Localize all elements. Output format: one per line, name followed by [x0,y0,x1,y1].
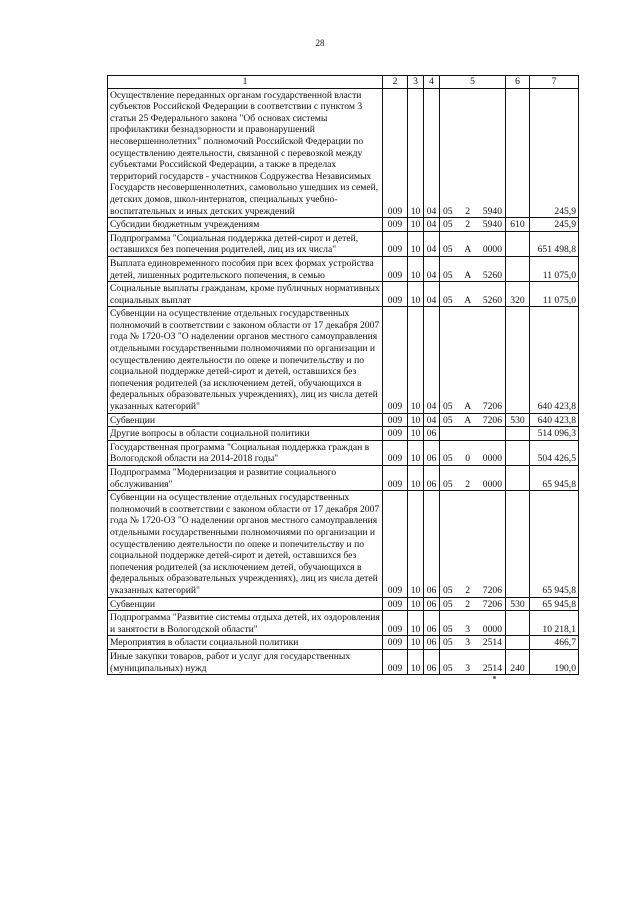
grbs-code: 009 [383,218,408,232]
row-name: Мероприятия в области социальной политики [108,636,383,650]
target-article-code [440,231,506,256]
section-code: 10 [408,282,424,307]
scan-artifact [493,676,496,679]
csr-subprogram: 3 [465,637,471,649]
target-article-parts [442,206,503,218]
expense-type-code [506,427,530,441]
csr-subprogram: А [464,401,472,413]
csr-subprogram: А [464,294,472,306]
expense-type-code: 320 [506,282,530,307]
table-row [108,307,579,413]
header-cell: 2 [383,76,408,89]
csr-direction: 2514 [482,662,502,674]
expense-type-code: 530 [506,413,530,427]
section-code: 10 [408,218,424,232]
csr-subprogram: 3 [465,662,471,674]
target-article-parts [442,295,503,307]
section-code: 10 [408,307,424,413]
csr-program: 05 [443,294,453,306]
target-article-parts [442,599,503,611]
amount: 640 423,8 [530,307,579,413]
grbs-code: 009 [383,611,408,636]
table-row [108,231,579,256]
csr-direction: 5940 [482,219,502,231]
row-name: Социальные выплаты гражданам, кроме публичных нормативных социальных выплат [108,282,383,307]
grbs-code: 009 [383,88,408,218]
target-article-parts [442,415,503,427]
target-article-parts [442,479,503,491]
target-article-parts [442,663,503,675]
subsection-code: 06 [424,636,440,650]
row-name: Подпрограмма "Модернизация и развитие социального обслуживания" [108,466,383,491]
target-article-code [440,427,506,441]
table-row [108,88,579,218]
section-code: 10 [408,427,424,441]
row-name: Государственная программа "Социальная поддержка граждан в Вологодской области на 2014-2018 годы" [108,440,383,465]
grbs-code: 009 [383,413,408,427]
section-code: 10 [408,256,424,281]
grbs-code: 009 [383,636,408,650]
section-code: 10 [408,466,424,491]
amount: 65 945,8 [530,491,579,597]
csr-subprogram: А [464,414,472,426]
section-code: 10 [408,491,424,597]
header-cell: 3 [408,76,424,89]
expense-type-code [506,231,530,256]
expense-type-code [506,491,530,597]
target-article-code [440,307,506,413]
target-article-parts [442,219,503,231]
row-name: Выплата единовременного пособия при всех формах устройства детей, лишенных родительского попечения, в семью [108,256,383,281]
subsection-code: 04 [424,88,440,218]
target-article-code [440,636,506,650]
grbs-code: 009 [383,282,408,307]
subsection-code: 04 [424,307,440,413]
csr-program: 05 [443,623,453,635]
grbs-code: 009 [383,649,408,674]
subsection-code: 06 [424,597,440,611]
target-article-code [440,413,506,427]
row-name: Субвенции [108,413,383,427]
csr-direction: 0000 [482,623,502,635]
header-row [108,76,579,89]
table-row [108,649,579,674]
table-row [108,282,579,307]
target-article-parts [442,270,503,282]
csr-program: 05 [443,453,453,465]
expense-type-code [506,611,530,636]
table-row [108,218,579,232]
target-article-parts [442,624,503,636]
section-code: 10 [408,88,424,218]
target-article-code [440,649,506,674]
subsection-code: 06 [424,440,440,465]
table-row [108,611,579,636]
budget-table-body [108,76,579,675]
target-article-code [440,597,506,611]
expense-type-code: 530 [506,597,530,611]
page-number: 28 [315,38,325,48]
expense-type-code [506,256,530,281]
grbs-code: 009 [383,440,408,465]
amount: 651 498,8 [530,231,579,256]
csr-direction: 7206 [482,414,502,426]
header-cell: 6 [506,76,530,89]
grbs-code: 009 [383,256,408,281]
subsection-code: 04 [424,413,440,427]
table-row [108,466,579,491]
csr-program: 05 [443,219,453,231]
row-name: Иные закупки товаров, работ и услуг для государственных (муниципальных) нужд [108,649,383,674]
subsection-code: 06 [424,427,440,441]
subsection-code: 06 [424,649,440,674]
section-code: 10 [408,413,424,427]
csr-subprogram: 2 [465,219,471,231]
header-cell: 1 [108,76,383,89]
expense-type-code [506,636,530,650]
csr-subprogram: А [464,269,472,281]
section-code: 10 [408,611,424,636]
target-article-code [440,256,506,281]
target-article-parts [442,453,503,465]
grbs-code: 009 [383,427,408,441]
csr-direction: 5260 [482,294,502,306]
amount: 245,9 [530,88,579,218]
amount: 11 075,0 [530,256,579,281]
target-article-code [440,611,506,636]
row-name: Другие вопросы в области социальной политики [108,427,383,441]
row-name: Осуществление переданных органам государственной власти субъектов Российской Федерации в соответствии с пунктом 3 статьи 25 Федерального закона "Об основах системы профилактики безнадзорности и правонарушений несовершеннолетних" полномочий Российской Федерации по осуществлению деятельности, связанной с перевозкой между субъектами Российской Федерации, а также в пределах территорий государств - участников Содружества Независимых Государств несовершеннолетних, самовольно ушедших из семей, детских домов, школ-интернатов, специальных учебно-воспитательных и иных детских учреждений [108,88,383,218]
table-row [108,256,579,281]
csr-program: 05 [443,637,453,649]
section-code: 10 [408,597,424,611]
target-article-code [440,218,506,232]
target-article-parts [442,637,503,649]
csr-subprogram: 3 [465,623,471,635]
target-article-parts [442,401,503,413]
table-row [108,636,579,650]
csr-direction: 0000 [482,478,502,490]
budget-table [107,75,579,675]
table-row [108,413,579,427]
amount: 466,7 [530,636,579,650]
csr-program: 05 [443,401,453,413]
csr-subprogram: 0 [465,453,471,465]
amount: 640 423,8 [530,413,579,427]
amount: 504 426,5 [530,440,579,465]
subsection-code: 04 [424,218,440,232]
csr-program: 05 [443,584,453,596]
amount: 190,0 [530,649,579,674]
target-article-code [440,88,506,218]
target-article-code [440,440,506,465]
header-cell: 5 [440,76,506,89]
expense-type-code: 240 [506,649,530,674]
csr-direction: 7206 [482,584,502,596]
grbs-code: 009 [383,466,408,491]
expense-type-code [506,466,530,491]
csr-direction: 7206 [482,598,502,610]
expense-type-code [506,88,530,218]
section-code: 10 [408,636,424,650]
row-name: Подпрограмма "Развитие системы отдыха детей, их оздоровления и занятости в Вологодской области" [108,611,383,636]
csr-direction: 5260 [482,269,502,281]
table-row [108,440,579,465]
grbs-code: 009 [383,491,408,597]
table-row [108,597,579,611]
csr-direction: 0000 [482,453,502,465]
expense-type-code [506,307,530,413]
amount: 11 075,0 [530,282,579,307]
csr-program: 05 [443,205,453,217]
table-row [108,491,579,597]
subsection-code: 06 [424,491,440,597]
target-article-parts [442,585,503,597]
csr-program: 05 [443,598,453,610]
target-article-code [440,491,506,597]
header-cell: 7 [530,76,579,89]
csr-program: 05 [443,662,453,674]
section-code: 10 [408,440,424,465]
target-article-code [440,466,506,491]
section-code: 10 [408,649,424,674]
row-name: Субвенции на осуществление отдельных государственных полномочий в соответствии с законом области от 17 декабря 2007 года № 1720-ОЗ "О наделении органов местного самоуправления отдельными государственными полномочиями по организации и осуществлению деятельности по опеке и попечительству и по социальной поддержке детей-сирот и детей, оставшихся без попечения родителей (за исключением детей, обучающихся в федеральных образовательных учреждениях), лиц из числа детей указанных категорий" [108,491,383,597]
table-row [108,427,579,441]
expense-type-code: 610 [506,218,530,232]
grbs-code: 009 [383,231,408,256]
csr-subprogram: 2 [465,478,471,490]
subsection-code: 04 [424,256,440,281]
subsection-code: 04 [424,282,440,307]
csr-subprogram: 2 [465,584,471,596]
header-cell: 4 [424,76,440,89]
subsection-code: 04 [424,231,440,256]
section-code: 10 [408,231,424,256]
amount: 65 945,8 [530,466,579,491]
amount: 65 945,8 [530,597,579,611]
csr-program: 05 [443,414,453,426]
csr-subprogram: А [464,244,472,256]
expense-type-code [506,440,530,465]
amount: 514 096,3 [530,427,579,441]
row-name: Подпрограмма "Социальная поддержка детей-сирот и детей, оставшихся без попечения родителей, лиц из их числа" [108,231,383,256]
csr-direction: 2514 [482,637,502,649]
csr-subprogram: 2 [465,205,471,217]
subsection-code: 06 [424,466,440,491]
csr-program: 05 [443,244,453,256]
grbs-code: 009 [383,597,408,611]
row-name: Субвенции [108,597,383,611]
csr-direction: 5940 [482,205,502,217]
amount: 245,9 [530,218,579,232]
grbs-code: 009 [383,307,408,413]
target-article-code [440,282,506,307]
csr-program: 05 [443,478,453,490]
subsection-code: 06 [424,611,440,636]
csr-direction: 0000 [482,244,502,256]
csr-program: 05 [443,269,453,281]
row-name: Субвенции на осуществление отдельных государственных полномочий в соответствии с законом области от 17 декабря 2007 года № 1720-ОЗ "О наделении органов местного самоуправления отдельными государственными полномочиями по организации и осуществлению деятельности по опеке и попечительству и по социальной поддержке детей-сирот и детей, оставшихся без попечения родителей (за исключением детей, обучающихся в федеральных образовательных учреждениях), лиц из числа детей указанных категорий" [108,307,383,413]
target-article-parts [442,244,503,256]
csr-subprogram: 2 [465,598,471,610]
row-name: Субсидии бюджетным учреждениям [108,218,383,232]
amount: 10 218,1 [530,611,579,636]
csr-direction: 7206 [482,401,502,413]
